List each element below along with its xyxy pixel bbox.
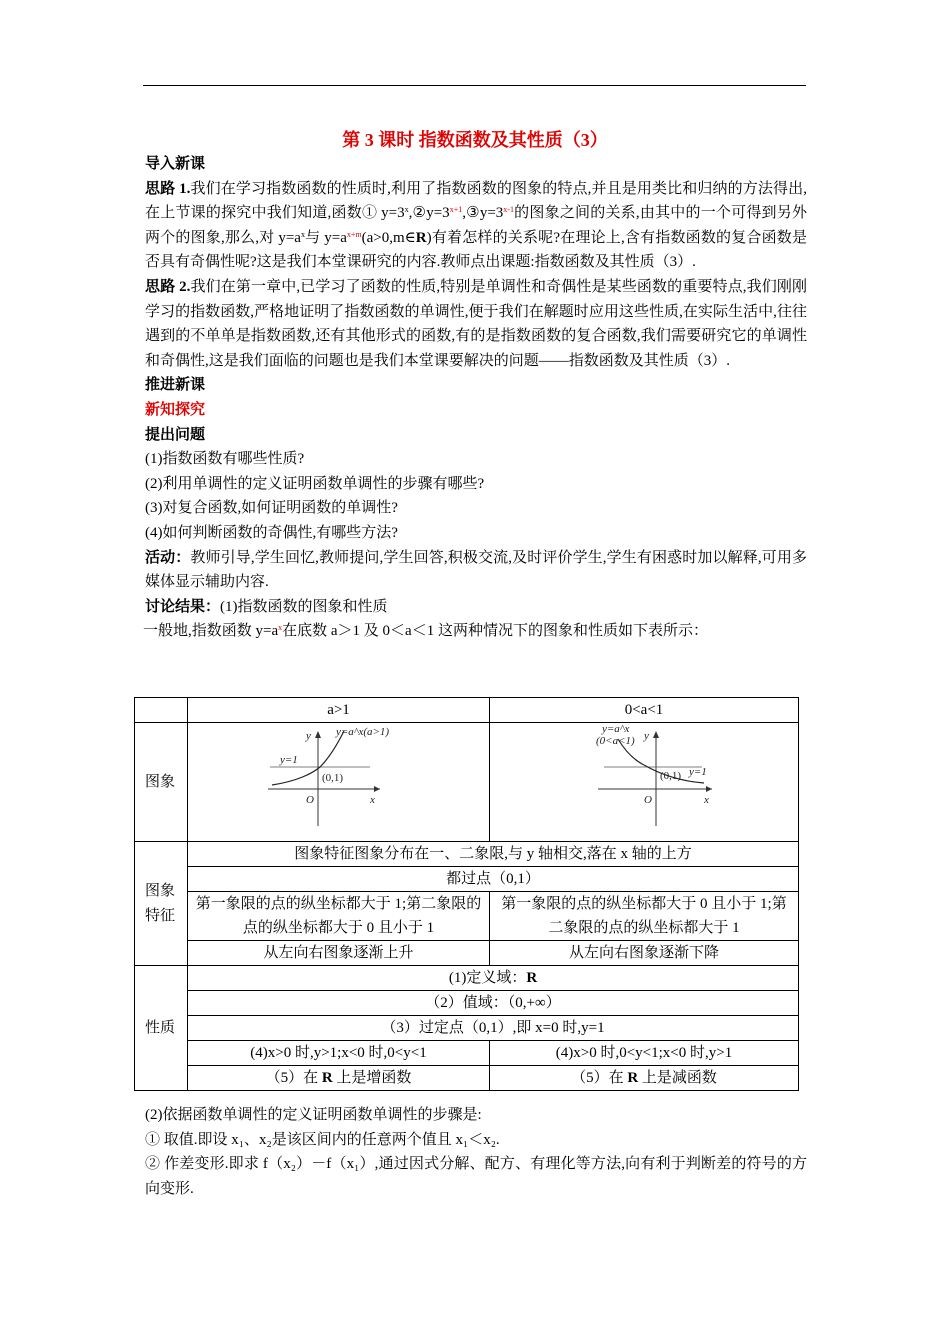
document-body <box>145 152 807 644</box>
label-y1: y=1 <box>689 766 707 778</box>
idea1-sup5: x+m <box>346 229 362 239</box>
feature-quadrant-left: 第一象限的点的纵坐标都大于 1;第二象限的点的纵坐标都大于 0 且小于 1 <box>188 892 490 941</box>
label-x: x <box>704 794 709 806</box>
feature-trend-right: 从左向右图象逐渐下降 <box>490 941 799 966</box>
result-paragraph <box>145 595 807 620</box>
feature-fixed-point: 都过点（0,1） <box>188 867 799 892</box>
graph-increasing <box>258 723 418 841</box>
header-a-lt-1: 0<a<1 <box>490 698 799 723</box>
property-range: （2）值域：（0,+∞） <box>188 991 799 1016</box>
table-intro <box>143 619 807 644</box>
intro-heading: 导入新课 <box>145 156 206 172</box>
property-monotonic-left <box>188 1066 490 1091</box>
activity-label: 活动： <box>145 549 191 566</box>
row-label-feature: 图象特征 <box>135 842 188 966</box>
idea1-text-d: 的图象之间的关系,由其中的一个可得到另外两个的图象,那么,对 y=a <box>145 205 807 246</box>
label-y: y <box>644 730 649 742</box>
label-curve-inc: y=a^x(a>1) <box>336 726 390 738</box>
activity-paragraph <box>145 546 807 595</box>
explore-heading: 新知探究 <box>145 401 206 418</box>
property-fixed-point: （3）过定点（0,1）,即 x=0 时,y=1 <box>188 1016 799 1041</box>
question-item: (3)对复合函数,如何证明函数的单调性? <box>145 500 398 517</box>
property-sign-left: (4)x>0 时,y>1;x<0 时,0<y<1 <box>188 1041 490 1066</box>
label-point: (0,1) <box>660 770 682 782</box>
table-intro-b: 在底数 a＞1 及 0＜a＜1 这两种情况下的图象和性质如下表所示： <box>282 623 708 640</box>
label-x: x <box>370 794 375 806</box>
row-label-graph: 图象 <box>135 723 188 842</box>
idea2-paragraph <box>145 275 807 373</box>
idea1-text-a: 我们在学习指数函数的性质时,利用了指数函数的图象的特点,并且是用类比和归纳的方法得出,在上节课的探究中我们知道,函数① y=3 <box>145 180 807 222</box>
idea1-text-f: (a>0,m∈ <box>361 229 416 246</box>
prop5-left-R: R <box>321 1070 333 1086</box>
feature-quadrant-right: 第一象限的点的纵坐标都大于 0 且小于 1;第二象限的点的纵坐标都大于 1 <box>490 892 799 941</box>
property-sign-right: (4)x>0 时,0<y<1;x<0 时,y>1 <box>490 1041 799 1066</box>
prop5-left-c: 上是增函数 <box>332 1070 412 1086</box>
table-intro-a: 一般地,指数函数 y=a <box>143 623 279 640</box>
steps-intro: (2)依据函数单调性的定义证明函数单调性的步骤是: <box>145 1107 482 1123</box>
header-a-gt-1: a>1 <box>188 698 490 723</box>
advance-heading: 推进新课 <box>145 377 206 394</box>
row-label-property: 性质 <box>135 966 188 1091</box>
prop5-right-R: R <box>627 1070 639 1086</box>
table-corner <box>135 698 188 723</box>
result-text: (1)指数函数的图象和性质 <box>220 598 388 615</box>
property-domain-text: (1)定义域： <box>448 970 527 986</box>
idea1-text-b: ,②y=3 <box>408 205 450 222</box>
idea1-sup3: x-1 <box>503 205 514 215</box>
feature-trend-left: 从左向右图象逐渐上升 <box>188 941 490 966</box>
graph-cell-decreasing <box>490 723 799 842</box>
label-curve-dec-2: (0<a<1) <box>596 735 635 747</box>
idea1-sup4: x <box>300 229 305 239</box>
property-domain <box>188 966 799 991</box>
idea1-sup2: x+1 <box>449 205 463 215</box>
graph-cell-increasing <box>188 723 490 842</box>
label-y: y <box>306 730 311 742</box>
question-item: (4)如何判断函数的奇偶性,有哪些方法? <box>145 524 398 541</box>
y-axis-arrow <box>315 731 321 738</box>
prop5-right-a: （5）在 <box>571 1070 628 1086</box>
label-y1: y=1 <box>280 754 298 766</box>
idea1-text-g: )有着怎样的关系呢?在理论上,含有指数函数的复合函数是否具有奇偶性呢?这是我们本堂课研究的内容.教师点出课题:指数函数及其性质（3）. <box>145 229 808 271</box>
step-2: ② 作差变形.即求 f（x₂）－f（x₁）,通过因式分解、配方、有理化等方法,向有利于判断差的符号的方向变形. <box>145 1156 807 1197</box>
activity-text: 教师引导,学生回忆,教师提问,学生回答,积极交流,及时评价学生,学生有困惑时加以解释,可用多媒体显示辅助内容. <box>145 549 807 591</box>
question-item: (2)利用单调性的定义证明函数单调性的步骤有哪些? <box>145 475 485 492</box>
x-axis-arrow <box>706 786 712 792</box>
prop5-left-a: （5）在 <box>265 1070 322 1086</box>
prop5-right-c: 上是减函数 <box>638 1070 717 1086</box>
idea1-text-e: 与 y=a <box>304 229 347 246</box>
idea2-label: 思路 2. <box>145 278 191 295</box>
property-monotonic-right <box>490 1066 799 1091</box>
label-origin: O <box>644 794 652 806</box>
label-curve-dec-1: y=a^x <box>602 723 630 735</box>
steps-section <box>145 1103 807 1201</box>
questions-heading: 提出问题 <box>145 426 206 443</box>
page-title: 第 3 课时 指数函数及其性质（3） <box>342 130 608 150</box>
idea1-label: 思路 1. <box>145 180 191 197</box>
idea1-R: R <box>415 229 427 246</box>
idea1-paragraph <box>145 177 807 275</box>
table-intro-sup: x <box>278 623 283 633</box>
y-axis-arrow <box>653 731 659 738</box>
properties-table <box>134 697 799 1091</box>
question-item: (1)指数函数有哪些性质? <box>145 451 305 468</box>
result-label: 讨论结果： <box>145 598 221 615</box>
idea2-text: 我们在第一章中,已学习了函数的性质,特别是单调性和奇偶性是某些函数的重要特点,我们刚刚学习的指数函数,严格地证明了指数函数的单调性,便于我们在解题时应用这些性质,在实际生活中,往往遇到的不单单是指数函数,还有其他形式的函数,有的是指数函数的复合函数,我们需要研究它的单调性和奇偶性,这是我们面临的问题也是我们本堂课要解决的问题——指数函数及其性质（3）. <box>145 278 807 369</box>
graph-decreasing <box>562 723 732 841</box>
step-1: ① 取值.即设 x₁、x₂是该区间内的任意两个值且 x₁＜x₂. <box>145 1131 500 1148</box>
property-domain-R: R <box>526 970 538 986</box>
label-point: (0,1) <box>322 772 344 784</box>
label-origin: O <box>306 794 314 806</box>
header-rule <box>143 85 806 86</box>
idea1-sup1: x <box>404 205 409 215</box>
idea1-text-c: ,③y=3 <box>462 205 504 222</box>
x-axis-arrow <box>374 786 380 792</box>
feature-distribution: 图象特征图象分布在一、二象限,与 y 轴相交,落在 x 轴的上方 <box>188 842 799 867</box>
